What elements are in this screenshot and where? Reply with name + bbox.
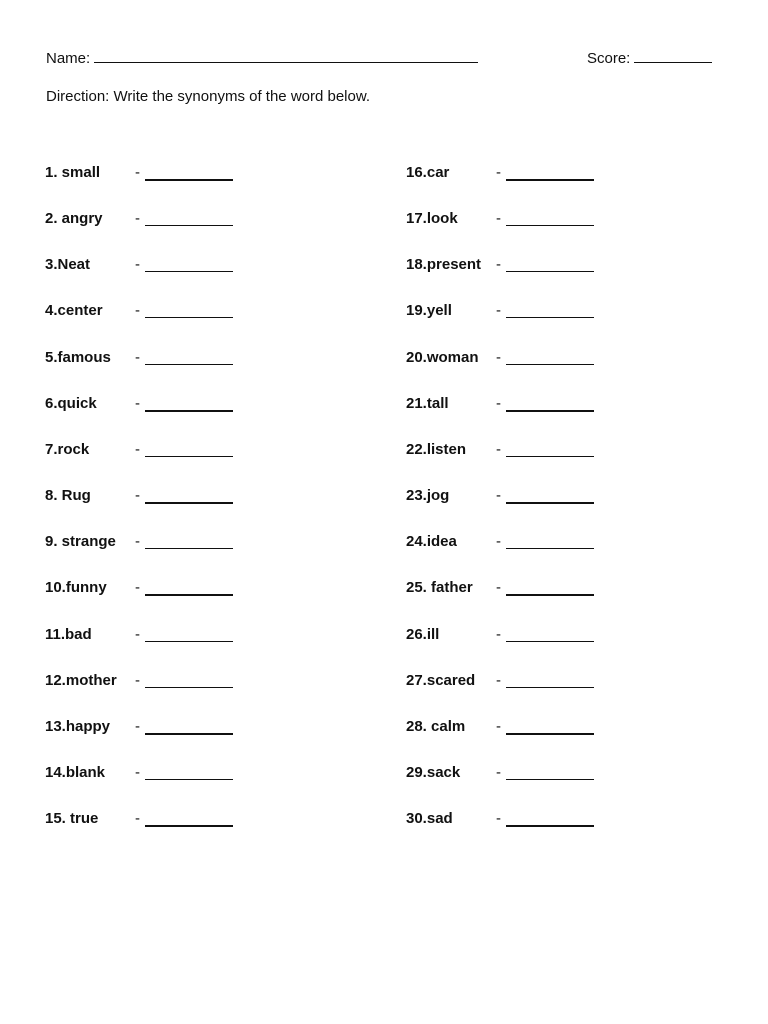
item-word: 30.sad [406, 810, 453, 828]
item-dash: - [496, 579, 501, 597]
answer-blank-line[interactable] [506, 779, 594, 780]
item-dash: - [135, 164, 140, 181]
answer-blank-line[interactable] [506, 364, 594, 365]
item-word: 23.jog [406, 487, 450, 505]
answer-blank-line[interactable] [506, 410, 594, 412]
item-dash: - [135, 579, 140, 597]
answer-blank-line[interactable] [506, 641, 594, 642]
item-dash: - [496, 394, 501, 412]
item-word: 20.woman [406, 348, 479, 366]
item-word: 5.famous [45, 348, 111, 366]
item-dash: - [496, 302, 501, 320]
answer-blank-line[interactable] [145, 548, 233, 549]
item-word: 14.blank [45, 763, 106, 781]
answer-blank-line[interactable] [145, 456, 233, 457]
item-dash: - [135, 440, 140, 458]
item-word: 15. true [45, 810, 99, 828]
item-word: 12.mother [45, 671, 117, 689]
item-word: 2. angry [45, 210, 103, 228]
item-word: 19.yell [406, 302, 452, 320]
answer-blank-line[interactable] [145, 825, 233, 827]
answer-blank-line[interactable] [506, 225, 594, 226]
answer-blank-line[interactable] [506, 502, 594, 504]
score-field [587, 48, 712, 67]
item-word: 22.listen [406, 440, 467, 458]
name-label: Name: [46, 50, 91, 67]
worksheet-header [46, 48, 718, 70]
answer-blank-line[interactable] [145, 410, 233, 412]
item-dash: - [496, 348, 501, 366]
item-word: 8. Rug [45, 487, 91, 505]
item-word: 29.sack [406, 763, 461, 781]
answer-blank-line[interactable] [145, 687, 233, 688]
item-dash: - [135, 625, 140, 643]
answer-blank-line[interactable] [506, 317, 594, 318]
item-word: 27.scared [406, 671, 476, 689]
item-dash: - [135, 717, 140, 735]
item-word: 17.look [406, 210, 458, 228]
answer-blank-line[interactable] [506, 456, 594, 457]
answer-blank-line[interactable] [145, 225, 233, 226]
item-word: 13.happy [45, 717, 111, 735]
item-dash: - [496, 164, 501, 181]
answer-blank-line[interactable] [145, 179, 233, 181]
item-word: 26.ill [406, 625, 440, 643]
item-word: 11.bad [45, 625, 92, 643]
item-dash: - [496, 533, 501, 551]
item-dash: - [496, 671, 501, 689]
item-word: 18.present [406, 256, 482, 274]
answer-blank-line[interactable] [506, 733, 594, 735]
item-dash: - [496, 763, 501, 781]
answer-blank-line[interactable] [145, 779, 233, 780]
item-dash: - [496, 256, 501, 274]
score-label: Score: [587, 50, 631, 67]
item-dash: - [135, 487, 140, 505]
item-dash: - [496, 625, 501, 643]
item-dash: - [135, 533, 140, 551]
item-dash: - [135, 810, 140, 828]
item-word: 1. small [45, 164, 101, 181]
answer-blank-line[interactable] [506, 179, 594, 181]
direction-text: Direction: Write the synonyms of the word below. [46, 88, 371, 105]
answer-blank-line[interactable] [506, 825, 594, 827]
answer-blank-line[interactable] [145, 641, 233, 642]
item-word: 25. father [406, 579, 473, 597]
item-word: 10.funny [45, 579, 107, 597]
answer-blank-line[interactable] [506, 594, 594, 596]
answer-blank-line[interactable] [145, 364, 233, 365]
item-dash: - [496, 210, 501, 228]
item-dash: - [135, 302, 140, 320]
item-dash: - [496, 810, 501, 828]
answer-blank-line[interactable] [506, 687, 594, 688]
answer-blank-line[interactable] [506, 548, 594, 549]
item-dash: - [135, 210, 140, 228]
item-word: 3.Neat [45, 256, 91, 274]
item-dash: - [135, 671, 140, 689]
name-field [46, 48, 478, 67]
item-dash: - [135, 348, 140, 366]
item-word: 4.center [45, 302, 103, 320]
item-word: 7.rock [45, 440, 90, 458]
item-dash: - [496, 717, 501, 735]
item-word: 28. calm [406, 717, 466, 735]
item-dash: - [135, 394, 140, 412]
answer-blank-line[interactable] [145, 317, 233, 318]
item-word: 9. strange [45, 533, 116, 551]
answer-blank-line[interactable] [506, 271, 594, 272]
item-dash: - [135, 763, 140, 781]
item-word: 6.quick [45, 394, 97, 412]
item-word: 24.idea [406, 533, 457, 551]
name-blank-line[interactable] [94, 48, 478, 63]
item-word: 21.tall [406, 394, 449, 412]
answer-blank-line[interactable] [145, 733, 233, 735]
item-dash: - [496, 487, 501, 505]
answer-blank-line[interactable] [145, 271, 233, 272]
score-blank-line[interactable] [634, 48, 712, 63]
answer-blank-line[interactable] [145, 594, 233, 596]
item-dash: - [135, 256, 140, 274]
answer-blank-line[interactable] [145, 502, 233, 504]
item-word: 16.car [406, 164, 450, 181]
item-dash: - [496, 440, 501, 458]
